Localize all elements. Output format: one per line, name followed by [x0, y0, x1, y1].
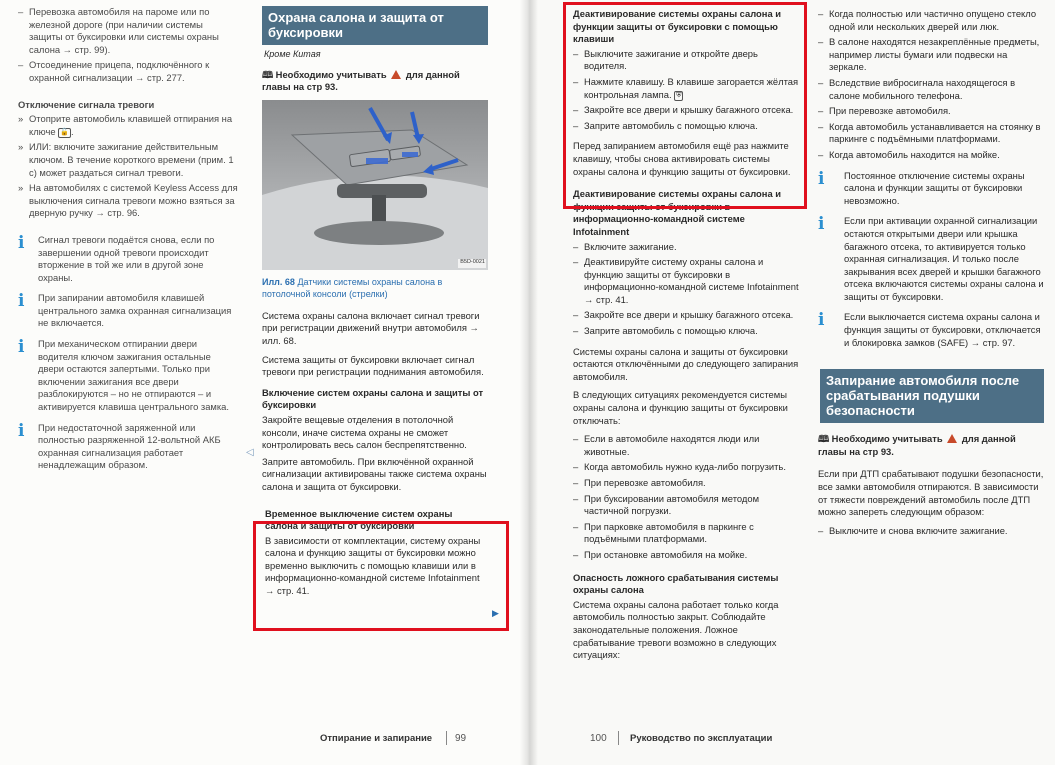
- list-item: – Нажмите клавишу. В клавише загорается жёлтая контрольная лампа. ⛨: [573, 75, 799, 100]
- paragraph: Система охраны салона работает только когда автомобиль полностью закрыт. Соблюдайте законодательные положения. Ложное срабатывание тревоги возможно в следующих ситуациях:: [573, 598, 779, 661]
- list-item: – Закройте все двери и крышку багажного отсека.: [573, 104, 794, 116]
- list-item: – Включите зажигание.: [573, 240, 677, 252]
- key-unlock-icon: 🔓: [60, 128, 69, 136]
- list-item: – Выключите и снова включите зажигание.: [818, 524, 1008, 536]
- book-gutter: [520, 0, 538, 765]
- info-icon: i: [18, 420, 25, 441]
- page-number-right: 100: [590, 733, 607, 744]
- info-note: i Постоянное отключение системы охраны салона и функции защиты от буксировки невозможно.: [818, 168, 1025, 206]
- list-item: » На автомобилях с системой Keyless Access для выключения сигнала тревоги можно взяться за дверную ручку → стр. 96.: [18, 182, 238, 219]
- info-icon: i: [18, 337, 25, 358]
- heading-temp-off: Временное выключение систем охраны салона и защиты от буксировки: [265, 507, 453, 532]
- info-note: i При недостаточной заряженной или полностью разряженной 12-вольтной АКБ охранная сигнализация работает ненадлежащим образом.: [18, 420, 221, 471]
- list-item: – При буксировании автомобиля методом частичной погрузки.: [573, 492, 760, 517]
- list-item: – Деактивируйте систему охраны салона и функцию защиты от буксировки в информационно-командной системе Infotainment → стр. 41.: [573, 256, 799, 305]
- info-icon: i: [818, 310, 825, 331]
- footer-divider: [446, 731, 447, 745]
- left-col-1: [18, 6, 238, 476]
- info-icon: i: [818, 214, 825, 235]
- paragraph: В следующих ситуациях рекомендуется системы охраны салона и функцию защиты от буксировки отключать:: [573, 389, 788, 426]
- book-icon: 🕮: [262, 68, 274, 80]
- list-item: – Когда автомобиль нужно куда-либо погрузить.: [573, 461, 786, 473]
- left-col-2: [262, 6, 490, 606]
- paragraph: Если при ДТП срабатывают подушки безопасности, все замки автомобиля отпираются. В зависимости от тяжести повреждений автомобиль после ДТП можно запереть следующим образом:: [818, 468, 1044, 518]
- warning-icon: [391, 70, 401, 79]
- list-item: – При парковке автомобиля в паркинге с подъёмными платформами.: [573, 520, 754, 545]
- info-note: i Если при активации охранной сигнализации остаются открытыми двери или крышка багажного отсека, то активируется только охранная сигнализация. И только после закрывания всех дверей и крышки багажного отсека включаются системы охраны салона и защиты от буксировки.: [818, 214, 1044, 302]
- list-item: – Вследствие вибросигнала находящегося в салоне мобильного телефона.: [818, 76, 1016, 101]
- subtitle: Кроме Китая: [264, 49, 321, 59]
- footer-manual: Руководство по эксплуатации: [630, 733, 773, 744]
- list-item: » ИЛИ: включите зажигание действительным ключом. В течение короткого времени (прим. 1 с) может раздаться сигнал тревоги.: [18, 141, 234, 178]
- heading-deact-info: Деактивирование системы охраны салона и функции защиты от буксировки в информационно-командной системе Infotainment: [573, 188, 782, 237]
- info-note: i Сигнал тревоги подаётся снова, если по завершении одной тревоги происходит вторжение в той же или в другой зоне охраны.: [18, 232, 215, 283]
- list-item: – Заприте автомобиль с помощью ключа.: [573, 325, 758, 337]
- paragraph: Система защиты от буксировки включает сигнал тревоги при регистрации поднимания автомобиля.: [262, 353, 484, 378]
- info-icon: i: [818, 168, 825, 189]
- paragraph: Система охраны салона включает сигнал тревоги при регистрации движений внутри автомобиля → илл. 68.: [262, 309, 480, 346]
- info-note: i При запирании автомобиля клавишей центрального замка охранная сигнализация не включается.: [18, 291, 232, 329]
- section-title-interior-monitoring: Охрана салона и защита от буксировки: [262, 6, 488, 45]
- paragraph: В зависимости от комплектации, систему охраны салона и функцию защиты от буксировки можно временно выключить с помощью клавиши или в информационно-командной системе Infotainment → стр. 41.: [265, 534, 481, 597]
- figure-68: [262, 100, 488, 270]
- book-icon: 🕮: [818, 433, 830, 445]
- list-item: » Отоприте автомобиль клавишей отпирания на ключе 🔓 .: [18, 113, 233, 137]
- page-number-left: 99: [455, 733, 467, 744]
- list-item: – Закройте все двери и крышку багажного отсека.: [573, 309, 794, 321]
- paragraph: Системы охраны салона и защиты от буксировки остаются отключёнными до следующего запирания автомобиля.: [573, 345, 799, 382]
- figure-code: B5D-0021: [460, 259, 485, 266]
- warning-note: 🕮 Необходимо учитывать для данной главы на стр 93.: [818, 433, 1016, 457]
- list-item: – В салоне находятся незакреплённые предметы, например листы бумаги или подвески на зеркале.: [818, 36, 1040, 73]
- continue-left-icon: ◁: [246, 447, 254, 458]
- footer-chapter: Отпирание и запирание: [320, 733, 433, 744]
- info-icon: i: [18, 232, 25, 253]
- list-item: – При перевозке автомобиля.: [573, 477, 706, 488]
- heading-enable: Включение систем охраны салона и защиты от буксировки: [262, 386, 484, 411]
- interior-monitoring-button-icon: ⛨: [676, 91, 682, 99]
- list-item: – При остановке автомобиля на мойке.: [573, 548, 748, 560]
- info-icon: i: [18, 291, 25, 312]
- list-item: – Заприте автомобиль с помощью ключа.: [573, 119, 758, 131]
- warning-note: 🕮 Необходимо учитывать для данной главы на стр 93.: [262, 68, 460, 93]
- heading-false-alarm: Опасность ложного срабатывания системы охраны салона: [573, 571, 779, 596]
- section-title-airbag-locking: Запирание автомобиля после срабатывания подушки безопасности: [820, 369, 1044, 423]
- right-col-2: [818, 8, 1044, 540]
- list-item: – Когда автомобиль устанавливается на стоянку в паркинге с подъёмными платформами.: [818, 120, 1041, 145]
- footer-divider: [618, 731, 619, 745]
- info-note: i Если выключается система охраны салона и функция защиты от буксировки, отключается и блокировка замков (SAFE) → стр. 97.: [818, 310, 1041, 348]
- continue-arrow-icon: ▶: [492, 608, 499, 618]
- figure-caption: Илл. 68 Датчики системы охраны салона в потолочной консоли (стрелки): [262, 276, 443, 299]
- heading-alarm-off: Отключение сигнала тревоги: [18, 98, 155, 110]
- highlight-box-deact-key: [563, 2, 807, 209]
- heading-deact-key: Деактивирование системы охраны салона и функции защиты от буксировки с помощью клавиши: [573, 8, 782, 45]
- list-item: – Если в автомобиле находятся люди или животные.: [573, 433, 760, 457]
- paragraph: Заприте автомобиль. При включённой охранной сигнализации активированы также система охраны салона и защита от буксировки.: [262, 455, 487, 492]
- list-item: – При перевозке автомобиля.: [818, 105, 951, 117]
- list-item: – Отсоединение прицепа, подключённого к охранной сигнализации → стр. 277.: [18, 59, 210, 83]
- list-item: – Перевозка автомобиля на пароме или по железной дороге (при наличии системы защиты от буксировки или системы охраны салона → стр. 99).: [18, 6, 219, 55]
- highlight-box-temp-off: [253, 521, 509, 631]
- info-note: i При механическом отпирании двери водителя ключом зажигания остальные двери остаются запертыми. Только при включении зажигания все двери разблокируются – но не отпираются – и активируется клавиша центрального замка.: [18, 337, 230, 413]
- paragraph: Перед запиранием автомобиля ещё раз нажмите клавишу, чтобы снова активировать системы охраны салона и функцию защиты от буксировки.: [573, 140, 791, 177]
- overhead-console-illustration: [262, 100, 488, 270]
- list-item: – Выключите зажигание и откройте дверь водителя.: [573, 47, 758, 72]
- paragraph: Закройте вещевые отделения в потолочной консоли, иначе система охраны не сможет контролировать весь салон беспрепятственно.: [262, 413, 467, 451]
- list-item: – Когда автомобиль находится на мойке.: [818, 148, 1000, 160]
- list-item: – Когда полностью или частично опущено стекло одной или нескольких дверей или люк.: [818, 8, 1037, 32]
- warning-icon: [947, 434, 957, 443]
